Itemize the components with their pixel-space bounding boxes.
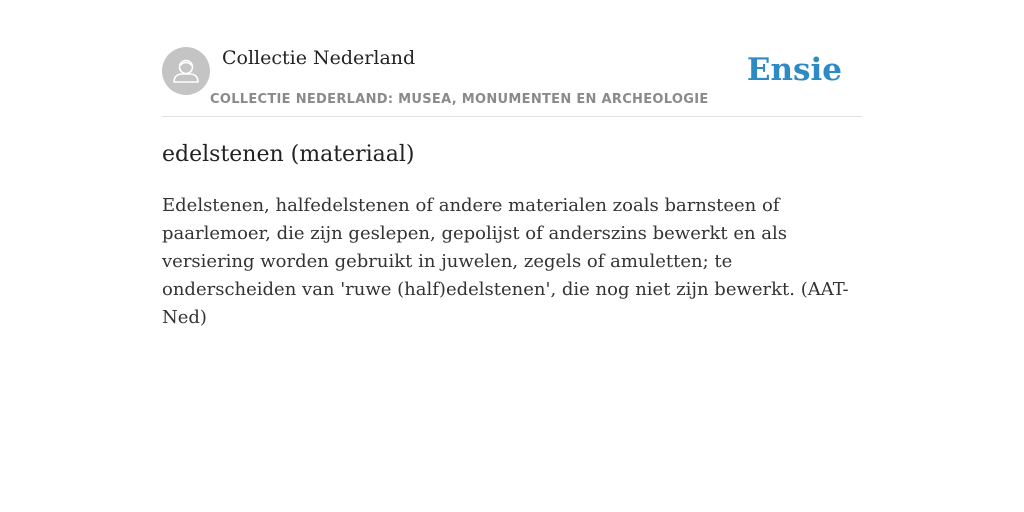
user-avatar-icon bbox=[162, 47, 210, 95]
author-subtitle: COLLECTIE NEDERLAND: MUSEA, MONUMENTEN EN ARCHEOLOGIE bbox=[210, 92, 709, 107]
author-avatar[interactable] bbox=[162, 47, 210, 95]
author-name-link[interactable]: Collectie Nederland bbox=[222, 47, 416, 69]
entry-definition: Edelstenen, halfedelstenen of andere materialen zoals barnsteen of paarlemoer, die zijn geslepen, gepolijst of anderszins bewerkt en als versiering worden gebruikt in juwelen, zegels of amuletten; te onderscheiden van 'ruwe (half)edelstenen', die nog niet zijn bewerkt. (AAT-Ned) bbox=[162, 195, 849, 328]
ensie-logo[interactable]: Ensie bbox=[746, 52, 842, 88]
entry-title: edelstenen (materiaal) bbox=[162, 142, 415, 167]
header bbox=[162, 0, 862, 117]
